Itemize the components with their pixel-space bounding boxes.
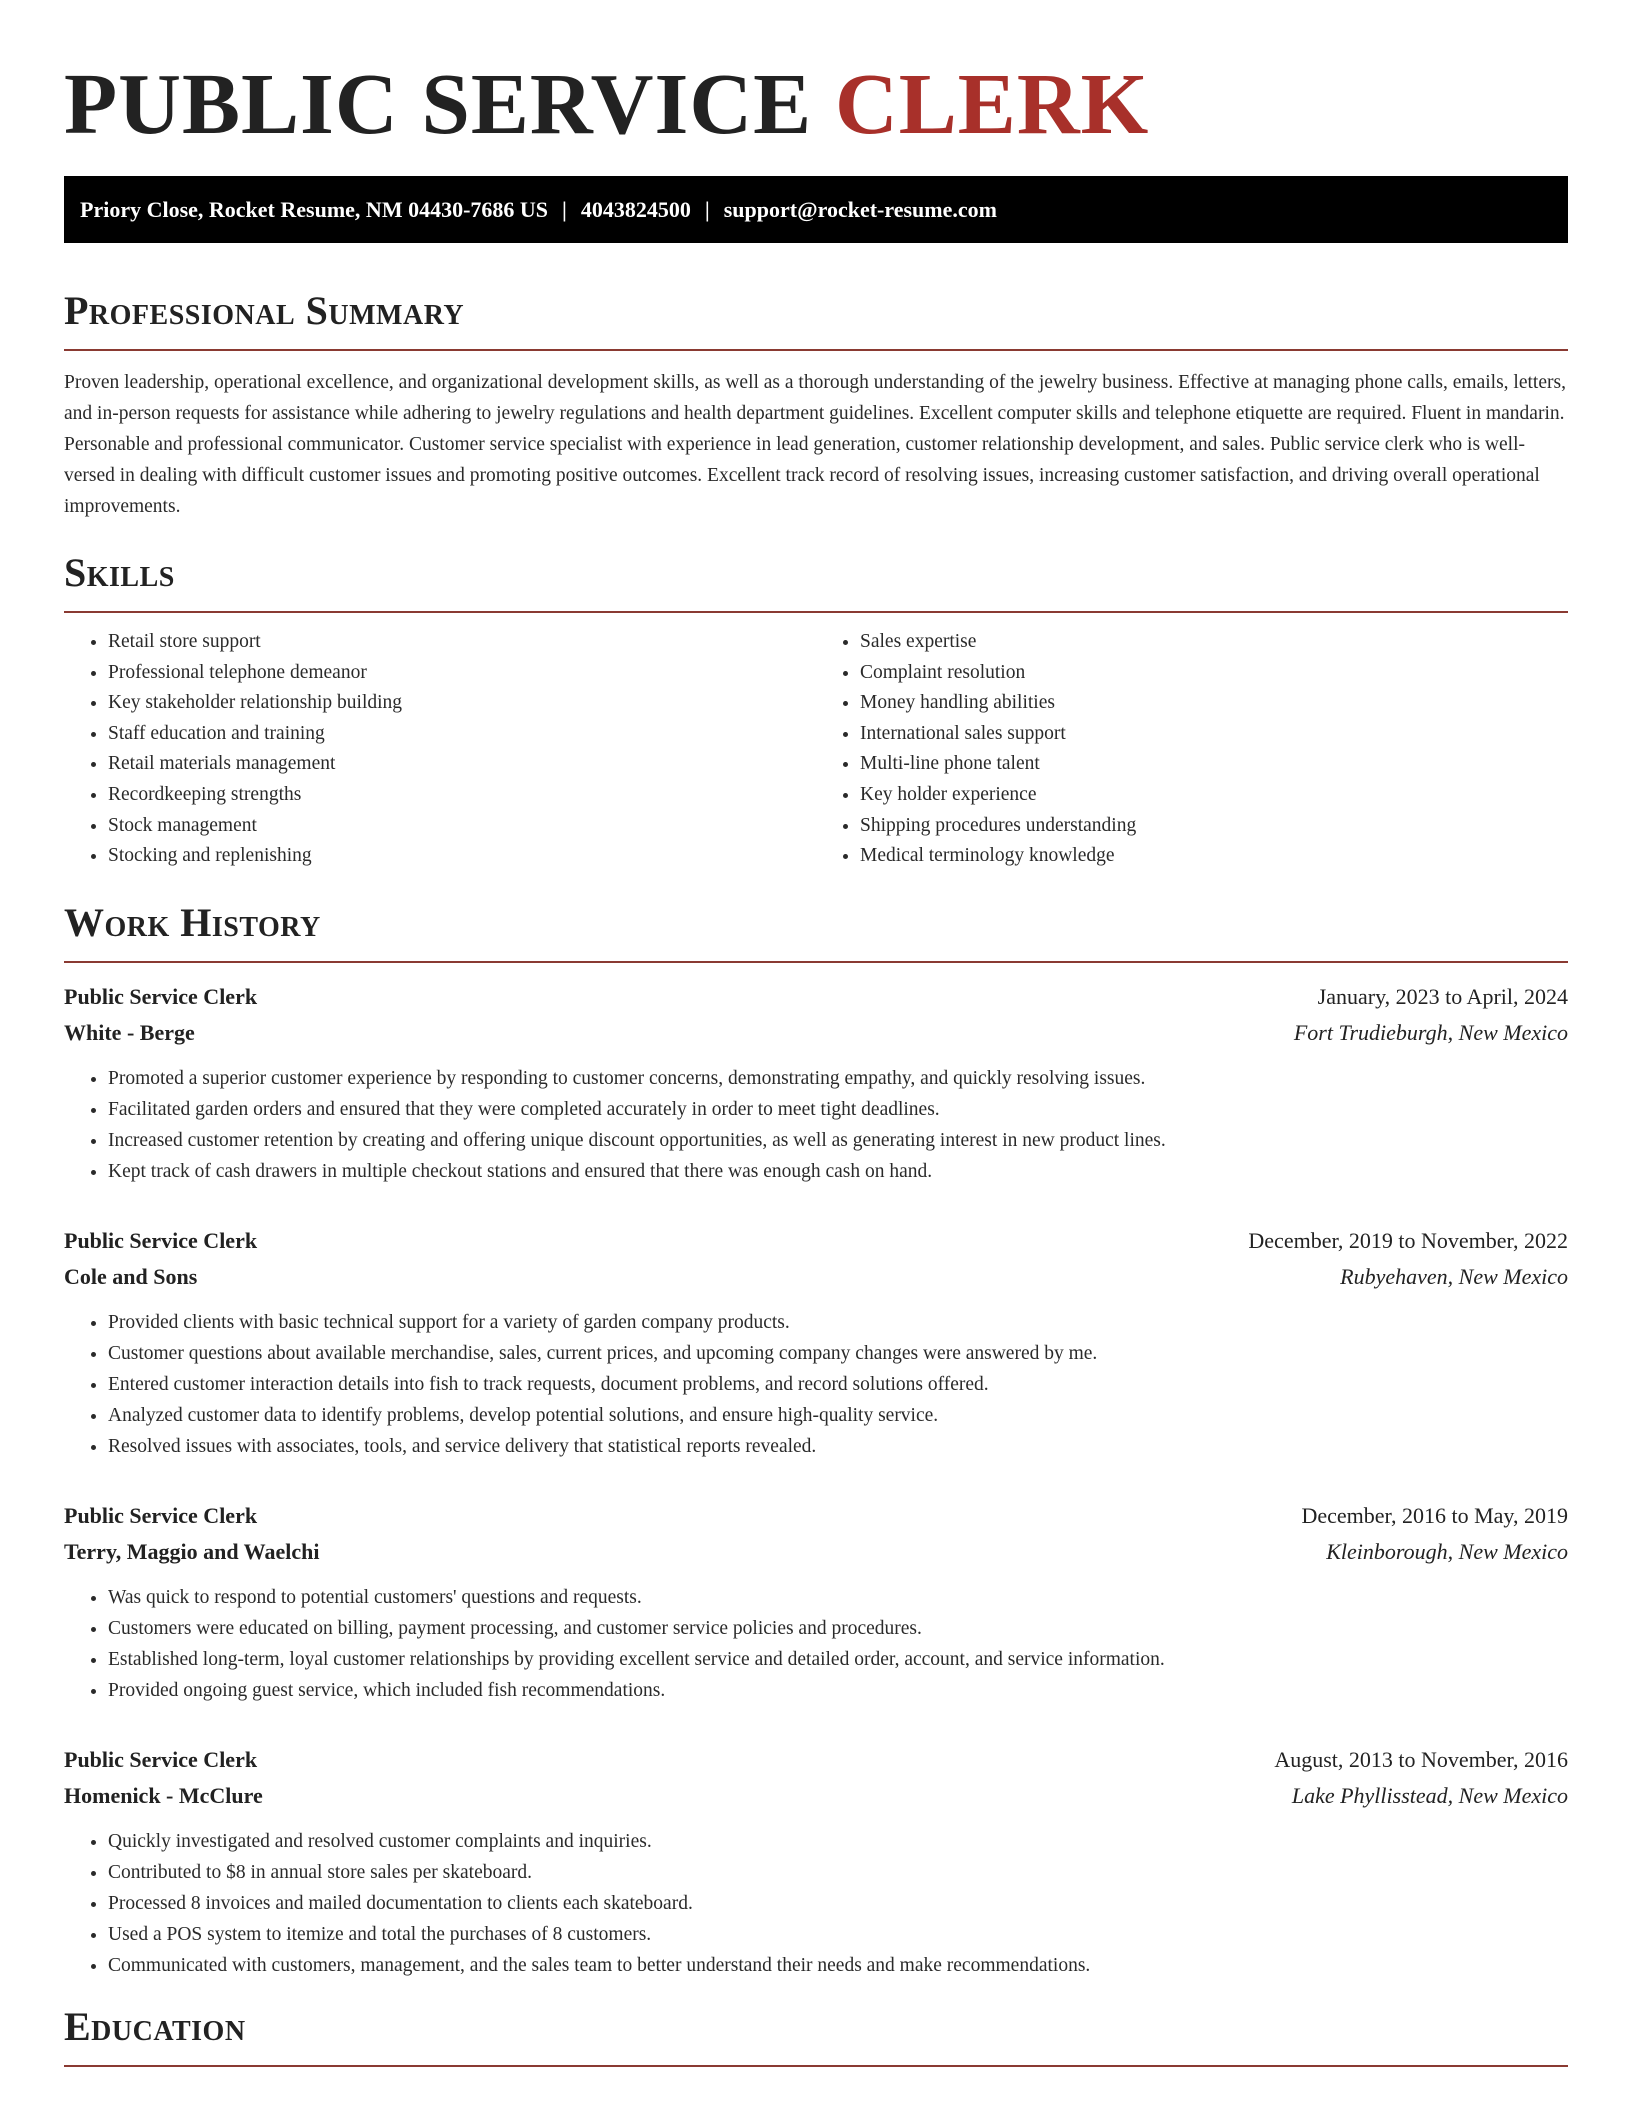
job-company: Cole and Sons — [64, 1263, 198, 1289]
education-section — [64, 2003, 1568, 2067]
job-dates: August, 2013 to November, 2016 — [1274, 1746, 1568, 1772]
skill-item: • Key holder experience — [860, 780, 1568, 811]
job-bullet: • Customers were educated on billing, payment processing, and customer service policies and procedures. — [108, 1613, 1568, 1644]
job-company: Homenick - McClure — [64, 1782, 263, 1808]
job-bullet: • Provided ongoing guest service, which included fish recommendations. — [108, 1675, 1568, 1706]
job-bullet: • Processed 8 invoices and mailed documentation to clients each skateboard. — [108, 1888, 1568, 1919]
job-title: Public Service Clerk — [64, 983, 258, 1009]
summary-section — [64, 287, 1568, 522]
job-entry — [64, 1498, 1568, 1706]
contact-separator: | — [562, 196, 567, 222]
job-bullet: • Facilitated garden orders and ensured that they were completed accurately in order to meet tight deadlines. — [108, 1094, 1568, 1125]
job-bullet: • Used a POS system to itemize and total the purchases of 8 customers. — [108, 1919, 1568, 1950]
job-bullet: • Resolved issues with associates, tools, and service delivery that statistical reports revealed. — [108, 1431, 1568, 1462]
job-bullet: • Entered customer interaction details into fish to track requests, document problems, and record solutions offered. — [108, 1369, 1568, 1400]
section-divider — [64, 2065, 1568, 2067]
job-dates: January, 2023 to April, 2024 — [1317, 983, 1568, 1009]
job-bullets — [64, 1582, 1568, 1706]
work-history-heading: Work History — [64, 899, 321, 945]
skill-item: • Professional telephone demeanor — [108, 658, 816, 689]
job-bullet: • Analyzed customer data to identify problems, develop potential solutions, and ensure high-quality service. — [108, 1400, 1568, 1431]
skill-item: • Staff education and training — [108, 719, 816, 750]
job-location: Fort Trudieburgh, New Mexico — [1293, 1019, 1568, 1045]
skills-column-left — [64, 627, 816, 872]
skill-item: • Key stakeholder relationship building — [108, 688, 816, 719]
job-header-row — [64, 1498, 1568, 1534]
job-company-row — [64, 1259, 1568, 1295]
contact-address: Priory Close, Rocket Resume, NM 04430-7686 US — [80, 196, 549, 222]
contact-email: support@rocket-resume.com — [723, 196, 997, 222]
skill-item: • Retail store support — [108, 627, 816, 658]
education-heading: Education — [64, 2003, 246, 2049]
job-entry — [64, 979, 1568, 1187]
job-title: Public Service Clerk — [64, 1227, 258, 1253]
job-location: Lake Phyllisstead, New Mexico — [1291, 1782, 1568, 1808]
job-bullet: • Promoted a superior customer experience by responding to customer concerns, demonstrating empathy, and quickly resolving issues. — [108, 1063, 1568, 1094]
job-header-row — [64, 1223, 1568, 1259]
job-title: Public Service Clerk — [64, 1746, 258, 1772]
skills-grid — [64, 627, 1568, 872]
skills-column-right — [816, 627, 1568, 872]
job-bullet: • Communicated with customers, management, and the sales team to better understand their needs and make recommendations. — [108, 1950, 1568, 1981]
job-entry — [64, 1223, 1568, 1462]
contact-bar — [64, 176, 1568, 243]
job-bullet: • Customer questions about available merchandise, sales, current prices, and upcoming company changes were answered by me. — [108, 1338, 1568, 1369]
section-divider — [64, 611, 1568, 613]
job-company-row — [64, 1015, 1568, 1051]
summary-heading: Professional Summary — [64, 288, 465, 333]
job-company-row — [64, 1778, 1568, 1814]
job-bullet: • Provided clients with basic technical support for a variety of garden company products. — [108, 1307, 1568, 1338]
job-header-row — [64, 979, 1568, 1015]
job-bullet: • Was quick to respond to potential customers' questions and requests. — [108, 1582, 1568, 1613]
job-title: Public Service Clerk — [64, 1502, 258, 1528]
skill-item: • Stocking and replenishing — [108, 841, 816, 872]
skill-item: • Shipping procedures understanding — [860, 811, 1568, 842]
job-bullet: • Quickly investigated and resolved customer complaints and inquiries. — [108, 1826, 1568, 1857]
job-bullet: • Established long-term, loyal customer relationships by providing excellent service and detailed order, account, and service information. — [108, 1644, 1568, 1675]
name-accent: CLERK — [834, 55, 1150, 152]
job-header-row — [64, 1742, 1568, 1778]
work-history-section — [64, 899, 1568, 1981]
skill-item: • International sales support — [860, 719, 1568, 750]
skill-item: • Recordkeeping strengths — [108, 780, 816, 811]
job-bullet: • Contributed to $8 in annual store sales per skateboard. — [108, 1857, 1568, 1888]
skill-item: • Money handling abilities — [860, 688, 1568, 719]
resume-name — [64, 56, 1568, 152]
job-company: White - Berge — [64, 1019, 195, 1045]
skill-item: • Multi-line phone talent — [860, 749, 1568, 780]
job-entry — [64, 1742, 1568, 1981]
job-company-row — [64, 1534, 1568, 1570]
skill-item: • Stock management — [108, 811, 816, 842]
job-dates: December, 2019 to November, 2022 — [1248, 1227, 1568, 1253]
skills-section — [64, 549, 1568, 872]
skill-item: • Retail materials management — [108, 749, 816, 780]
name-primary: PUBLIC SERVICE — [64, 55, 835, 152]
job-bullets — [64, 1063, 1568, 1187]
contact-phone: 4043824500 — [580, 196, 691, 222]
job-bullet: • Kept track of cash drawers in multiple checkout stations and ensured that there was enough cash on hand. — [108, 1156, 1568, 1187]
skill-item: • Sales expertise — [860, 627, 1568, 658]
job-company: Terry, Maggio and Waelchi — [64, 1538, 320, 1564]
job-location: Rubyehaven, New Mexico — [1340, 1263, 1568, 1289]
skill-item: • Medical terminology knowledge — [860, 841, 1568, 872]
job-bullets — [64, 1307, 1568, 1462]
job-dates: December, 2016 to May, 2019 — [1301, 1502, 1568, 1528]
job-bullets — [64, 1826, 1568, 1981]
section-divider — [64, 349, 1568, 351]
skill-item: • Complaint resolution — [860, 658, 1568, 689]
summary-text: Proven leadership, operational excellence, and organizational development skills, as well as a thorough understanding of the jewelry business. Effective at managing phone calls, emails, letters, and in-person requests for assistance while adhering to jewelry regulations and health department guidelines. Excellent computer skills and telephone etiquette are required. Fluent in mandarin. Personable and professional communicator. Customer service specialist with experience in lead generation, customer relationship development, and sales. Public service clerk who is well-versed in dealing with difficult customer issues and promoting positive outcomes. Excellent track record of resolving issues, increasing customer satisfaction, and driving overall operational improvements. — [64, 372, 1566, 517]
contact-separator: | — [704, 196, 710, 222]
section-divider — [64, 961, 1568, 963]
skills-heading: Skills — [64, 550, 175, 595]
job-bullet: • Increased customer retention by creating and offering unique discount opportunities, as well as generating interest in new product lines. — [108, 1125, 1568, 1156]
job-location: Kleinborough, New Mexico — [1326, 1538, 1568, 1564]
